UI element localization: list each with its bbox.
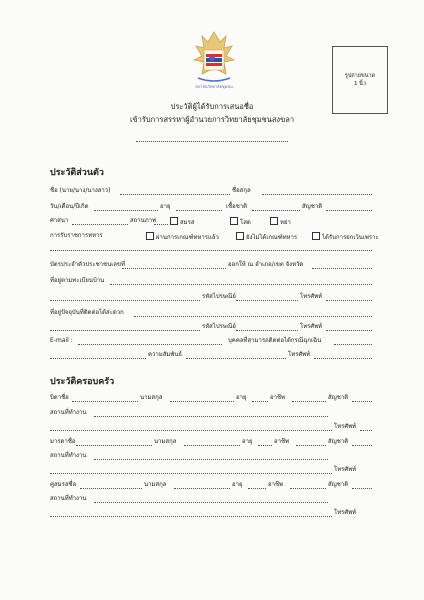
nationality-label: สัญชาติ xyxy=(302,203,323,210)
father-age-field[interactable] xyxy=(252,401,268,402)
spouse-label: คู่สมรสชื่อ xyxy=(50,481,77,488)
photo-size-label: รูปถ่ายขนาด xyxy=(344,73,376,79)
college-logo-icon xyxy=(188,28,240,92)
family-heading: ประวัติครอบครัว xyxy=(50,377,115,387)
idcard-label: บัตรประจำตัวประชาชนเลขที่ xyxy=(50,261,125,268)
mother-workplace-label: สถานที่ทำงาน xyxy=(50,452,87,459)
spouse-surname-field[interactable] xyxy=(174,488,230,489)
father-phone-label: โทรศัพท์ xyxy=(334,423,357,430)
spouse-occupation-label: อาชีพ xyxy=(268,481,283,488)
father-nationality-field[interactable] xyxy=(352,401,372,402)
military-exempt-checkbox[interactable] xyxy=(312,232,320,240)
reg-postal-field[interactable] xyxy=(236,300,298,301)
marital-filler xyxy=(154,224,168,225)
emergency-label: บุคคลที่สามารถติดต่อได้กรณีฉุกเฉิน xyxy=(228,337,322,344)
spouse-nationality-label: สัญชาติ xyxy=(328,481,349,488)
nationality-field[interactable] xyxy=(326,210,372,211)
reg-postal-label: รหัสไปรษณีย์ xyxy=(202,293,236,300)
relation-field[interactable] xyxy=(186,358,286,359)
mother-surname-field[interactable] xyxy=(184,445,240,446)
father-age-label: อายุ xyxy=(236,394,247,401)
military-passed-checkbox[interactable] xyxy=(146,232,154,240)
mother-nationality-field[interactable] xyxy=(352,445,372,446)
dob-field[interactable] xyxy=(94,210,158,211)
dob-label: วัน/เดือน/ปีเกิด xyxy=(50,203,89,210)
surname-label: ชื่อสกุล xyxy=(232,187,251,194)
spouse-surname-label: นามสกุล xyxy=(144,481,167,488)
emergency-phone-label: โทรศัพท์ xyxy=(288,351,311,358)
contact-address-field[interactable] xyxy=(134,316,372,317)
email-field[interactable] xyxy=(78,344,222,345)
mother-workplace-field-2[interactable] xyxy=(50,473,332,474)
father-workplace-field-2[interactable] xyxy=(50,430,332,431)
mother-age-label: อายุ xyxy=(242,438,253,445)
father-label: บิดาชื่อ xyxy=(50,394,69,401)
mother-workplace-field[interactable] xyxy=(94,459,328,460)
marital-single[interactable]: โสด xyxy=(230,217,251,227)
father-phone-field[interactable] xyxy=(360,430,372,431)
reg-phone-label: โทรศัพท์ xyxy=(300,293,323,300)
father-occupation-field[interactable] xyxy=(292,401,326,402)
spouse-phone-label: โทรศัพท์ xyxy=(334,509,357,516)
ethnicity-field[interactable] xyxy=(252,210,300,211)
military-label: การรับราชการทหาร xyxy=(50,232,103,239)
spouse-workplace-field-2[interactable] xyxy=(50,516,332,517)
military-reason-field[interactable] xyxy=(50,250,372,251)
spouse-workplace-field[interactable] xyxy=(94,502,328,503)
father-surname-field[interactable] xyxy=(170,401,234,402)
mother-occupation-label: อาชีพ xyxy=(274,438,289,445)
personal-heading: ประวัติส่วนตัว xyxy=(50,168,104,178)
relation-label: ความสัมพันธ์ xyxy=(148,351,183,358)
father-occupation-label: อาชีพ xyxy=(270,394,285,401)
form-subtitle: เข้ารับการสรรหาผู้อำนวยการวิทยาลัยชุมชนสงขลา xyxy=(129,115,295,124)
married-checkbox[interactable] xyxy=(170,217,178,225)
mother-name-field[interactable] xyxy=(76,445,152,446)
father-name-field[interactable] xyxy=(72,401,138,402)
age-field[interactable] xyxy=(176,210,222,211)
military-not-yet-checkbox[interactable] xyxy=(236,232,244,240)
mother-surname-label: นามสกุล xyxy=(154,438,177,445)
contact-address-label: ที่อยู่ปัจจุบันที่ติดต่อได้สะดวก xyxy=(50,309,124,316)
email-label: E-mail : xyxy=(50,337,73,344)
reg-address-field-2[interactable] xyxy=(50,300,200,301)
mother-label: มารดาชื่อ xyxy=(50,438,76,445)
religion-label: ศาสนา xyxy=(50,217,69,224)
emergency-name-field[interactable] xyxy=(50,358,146,359)
name-field[interactable] xyxy=(120,194,230,195)
marital-divorced[interactable]: หย่า xyxy=(270,217,291,227)
single-checkbox[interactable] xyxy=(230,217,238,225)
svg-text:สถาบันวิทยาลัยชุมชน: สถาบันวิทยาลัยชุมชน xyxy=(195,84,233,89)
contact-postal-field[interactable] xyxy=(236,330,298,331)
mother-occupation-field[interactable] xyxy=(296,445,326,446)
contact-postal-label: รหัสไปรษณีย์ xyxy=(202,323,236,330)
name-label: ชื่อ (นาย/นาง/นางสาว) xyxy=(50,187,111,194)
spouse-workplace-label: สถานที่ทำงาน xyxy=(50,495,87,502)
mother-phone-label: โทรศัพท์ xyxy=(334,466,357,473)
father-workplace-field[interactable] xyxy=(94,416,328,417)
spouse-nationality-field[interactable] xyxy=(352,488,372,489)
mother-age-field[interactable] xyxy=(258,445,272,446)
religion-field[interactable] xyxy=(72,224,128,225)
spouse-occupation-field[interactable] xyxy=(290,488,326,489)
marital-label: สถานภาพ xyxy=(130,217,157,224)
issued-field[interactable] xyxy=(312,268,372,269)
divorced-checkbox[interactable] xyxy=(270,217,278,225)
military-option-passed[interactable]: ผ่านการเกณฑ์ทหารแล้ว xyxy=(146,232,219,242)
title-underline xyxy=(136,141,288,142)
contact-phone-label: โทรศัพท์ xyxy=(300,323,323,330)
spouse-age-label: อายุ xyxy=(232,481,243,488)
age-label: อายุ xyxy=(160,203,171,210)
mother-nationality-label: สัญชาติ xyxy=(328,438,349,445)
photo-size-value: 1 นิ้ว xyxy=(353,81,367,87)
surname-field[interactable] xyxy=(262,194,372,195)
emergency-field[interactable] xyxy=(334,344,372,345)
military-option-not-yet[interactable]: ยังไม่ได้เกณฑ์ทหาร xyxy=(236,232,297,242)
marital-married[interactable]: สมรส xyxy=(170,217,195,227)
spouse-age-field[interactable] xyxy=(248,488,266,489)
spouse-name-field[interactable] xyxy=(80,488,142,489)
reg-phone-field[interactable] xyxy=(326,300,372,301)
idcard-field[interactable] xyxy=(122,268,226,269)
contact-phone-field[interactable] xyxy=(326,330,372,331)
reg-address-label: ที่อยู่ตามทะเบียนบ้าน xyxy=(50,277,105,284)
contact-address-field-2[interactable] xyxy=(50,330,200,331)
father-surname-label: นามสกุล xyxy=(140,394,163,401)
father-nationality-label: สัญชาติ xyxy=(328,394,349,401)
emergency-phone-field[interactable] xyxy=(314,358,372,359)
form-title: ประวัติผู้ได้รับการเสนอชื่อ xyxy=(170,102,254,111)
father-workplace-label: สถานที่ทำงาน xyxy=(50,409,87,416)
issued-label: ออกให้ ณ อำเภอ/เขต จังหวัด xyxy=(228,261,304,268)
ethnicity-label: เชื้อชาติ xyxy=(226,203,248,210)
reg-address-field[interactable] xyxy=(110,284,372,285)
military-option-exempt[interactable]: ได้รับการยกเว้นเพราะ xyxy=(312,232,379,242)
